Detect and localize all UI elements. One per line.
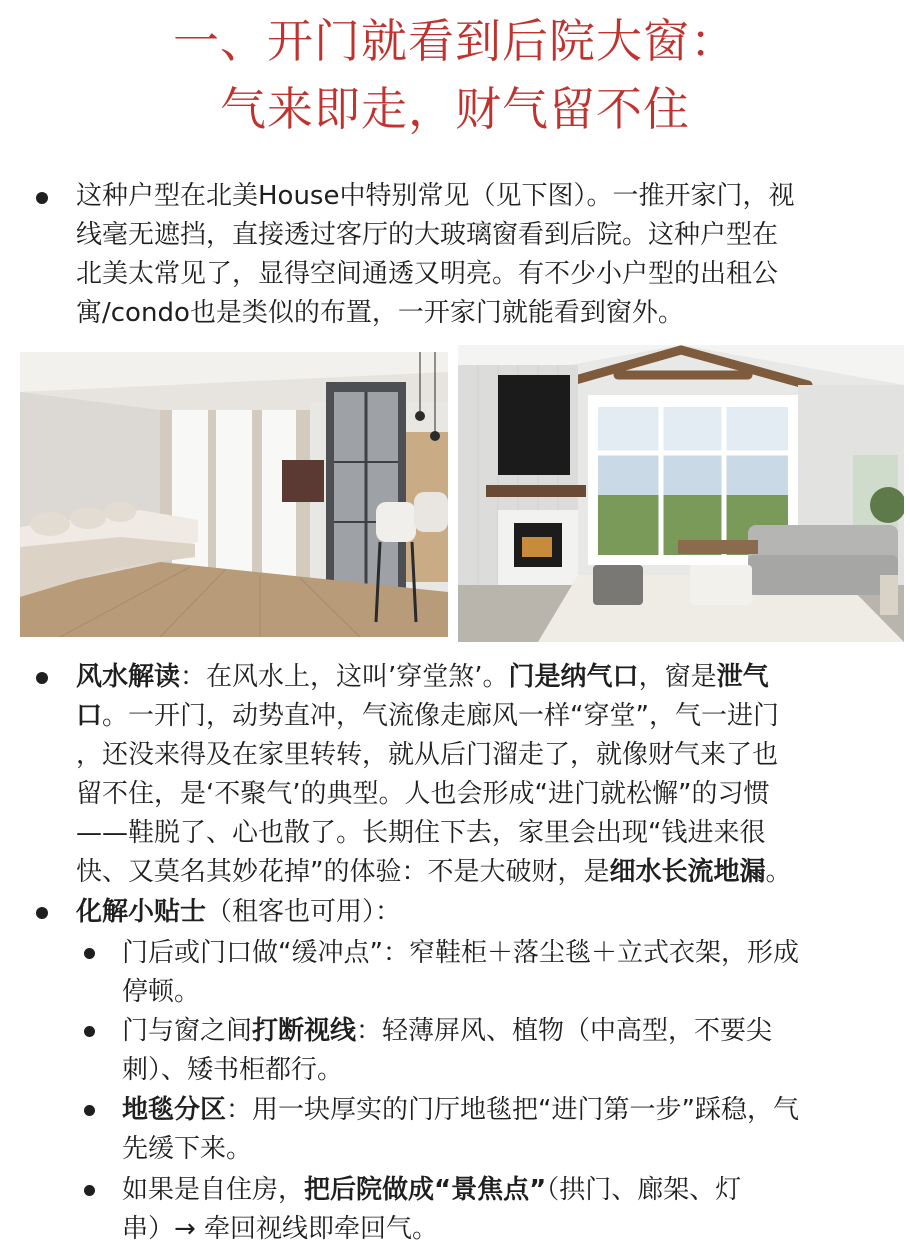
living-room-illustration-right — [458, 345, 904, 642]
tip-line: 串）→ 牵回视线即牵回气。 — [122, 1214, 439, 1244]
text-span: 如果是自住房， — [122, 1175, 305, 1205]
tip-item — [122, 934, 882, 1012]
fengshui-line: 留不住，是‘不聚气’的典型。人也会形成“进门就松懈”的习惯 — [76, 779, 770, 809]
intro-line: 这种户型在北美House中特别常见（见下图）。一推开家门，视 — [76, 181, 795, 211]
text-span: 。一开门，动势直冲，气流像走廊风一样“穿堂”，气一进门 — [102, 701, 779, 731]
text-span: （拱门、廊架、灯 — [546, 1175, 742, 1205]
living-room-illustration-left — [20, 352, 448, 637]
tip-line — [122, 1091, 882, 1130]
fengshui-line — [76, 658, 876, 697]
heading-line-1: 一、开门就看到后院大窗： — [173, 14, 737, 68]
bold-span: 打断视线 — [252, 1016, 357, 1046]
tip-line: 刺）、矮书柜都行。 — [122, 1055, 344, 1085]
bold-span: 细水长流地漏 — [609, 857, 766, 887]
fengshui-line: ——鞋脱了、心也散了。长期住下去，家里会出现“钱进来很 — [76, 818, 766, 848]
text-span: ：轻薄屏风、植物（中高型，不要尖 — [356, 1016, 773, 1046]
bold-span: 把后院做成“景焦点” — [304, 1175, 547, 1205]
tip-item — [122, 1171, 882, 1249]
fengshui-line — [76, 853, 876, 892]
bold-span: 门是纳气口 — [508, 662, 639, 692]
sub-bullet-dot — [84, 1026, 95, 1037]
heading-line-2: 气来即走，财气留不住 — [220, 82, 690, 136]
tip-line — [122, 1171, 882, 1210]
tips-note: （租客也可用）： — [206, 897, 402, 927]
tip-item — [122, 1012, 882, 1090]
text-span: 快、又莫名其妙花掉”的体验：不是大破财，是 — [76, 857, 610, 887]
sub-bullet-dot — [84, 1185, 95, 1196]
fengshui-label: 风水解读 — [76, 662, 181, 692]
bold-span: 地毯分区 — [122, 1095, 227, 1125]
sub-bullet-dot — [84, 1105, 95, 1116]
fengshui-paragraph — [76, 658, 876, 892]
bold-span: 泄气 — [716, 662, 769, 692]
text-span: ：用一块厚实的门厅地毯把“进门第一步”踩稳，气 — [226, 1095, 799, 1125]
bold-span: 口 — [76, 701, 103, 731]
text-span: 。 — [765, 857, 792, 887]
fengshui-line — [76, 697, 876, 736]
tips-label: 化解小贴士 — [76, 897, 207, 927]
tip-item — [122, 1091, 882, 1169]
intro-line: 线毫无遮挡，直接透过客厅的大玻璃窗看到后院。这种户型在 — [76, 220, 779, 250]
living-room-photo-right — [458, 345, 904, 642]
text-span: ：在风水上，这叫’穿堂煞’。 — [180, 662, 509, 692]
intro-line: 北美太常见了，显得空间通透又明亮。有不少小户型的出租公 — [76, 259, 779, 289]
living-room-photo-left — [20, 352, 448, 637]
bullet-dot — [36, 192, 48, 204]
intro-line: 寓/condo也是类似的布置，一开家门就能看到窗外。 — [76, 298, 684, 328]
bullet-dot — [36, 672, 48, 684]
tip-line: 先缓下来。 — [122, 1134, 253, 1164]
text-span: ，窗是 — [638, 662, 717, 692]
text-span: 门与窗之间 — [122, 1016, 253, 1046]
tip-line: 门后或门口做“缓冲点”：窄鞋柜＋落尘毯＋立式衣架，形成 — [122, 938, 799, 968]
tip-line: 停顿。 — [122, 977, 201, 1007]
bullet-dot — [36, 907, 48, 919]
tip-line — [122, 1012, 882, 1051]
sub-bullet-dot — [84, 948, 95, 959]
fengshui-line: ，还没来得及在家里转转，就从后门溜走了，就像财气来了也 — [76, 740, 779, 770]
intro-paragraph — [76, 177, 876, 333]
tips-heading — [76, 893, 876, 932]
